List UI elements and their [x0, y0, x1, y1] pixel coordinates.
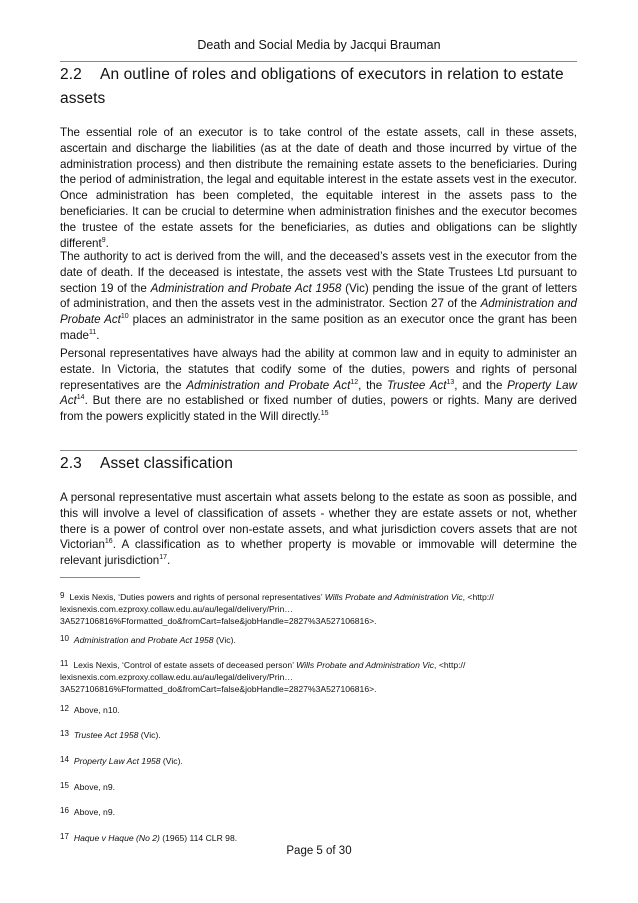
footnote-15 — [60, 780, 580, 793]
footnote-title: Property Law Act 1958 — [73, 756, 161, 766]
footnote-ref[interactable]: 17 — [159, 554, 168, 562]
footnote-separator — [60, 577, 140, 578]
paragraph-personal-representatives — [60, 346, 577, 425]
paragraph-text: The essential role of an executor is to take control of the estate assets, call in these assets, ascertain and discharge the liabilities (as at the date of death and those incurred by virtue of the administration process) and then distribute the remaining estate assets to the beneficiaries. During the period of administration, the legal and equitable interest in the estate assets vest in the executor. Once administration has been completed, the equitable interest in the assets pass to the beneficiaries. It can be crucial to determine when administration finishes and the executor becomes the trustee of the estate assets for the beneficiaries, as duties and obligations can be slightly different — [60, 126, 577, 250]
footnote-11 — [60, 658, 580, 695]
footnote-ref[interactable]: 12 — [350, 378, 359, 386]
footnote-13 — [60, 728, 580, 741]
footnote-number: 14 — [60, 755, 69, 764]
footnote-12 — [60, 703, 580, 716]
running-header: Death and Social Media by Jacqui Brauman — [197, 38, 441, 52]
footnote-number: 15 — [60, 781, 69, 790]
section-rule — [60, 450, 577, 451]
page-number: Page 5 of 30 — [286, 845, 352, 857]
footnote-16 — [60, 805, 580, 818]
paragraph-executor-role — [60, 125, 577, 251]
footnote-link[interactable]: 3A527106816%Fformatted_do&fromCart=false&jobHandle=2827%3A527106816>. — [60, 684, 377, 694]
footnote-ref[interactable]: 13 — [446, 378, 455, 386]
act-title: Administration and Probate Act 1958 — [150, 281, 342, 295]
footnote-text: , <http:// — [462, 592, 494, 602]
footnote-ref[interactable]: 14 — [76, 394, 85, 402]
footnote-text: (1965) 114 CLR 98. — [159, 833, 238, 843]
footnote-number: 12 — [60, 704, 69, 713]
paragraph-text: . But there are no established or fixed number of duties, powers or rights. Many are derived from the powers explicitly stated in the Will directly. — [60, 394, 577, 424]
paragraph-text: . A classification as to whether property is movable or immovable will determine the relevant jurisdiction — [60, 538, 577, 568]
paragraph-text: . — [96, 328, 100, 342]
footnote-text: (Vic). — [160, 756, 183, 766]
act-title: Property Law Act — [60, 378, 577, 408]
footnote-link[interactable]: lexisnexis.com.ezproxy.collaw.edu.au/au/legal/delivery/Prin… — [60, 672, 293, 682]
section-heading-2-2 — [60, 63, 577, 111]
footnote-number: 10 — [60, 634, 69, 643]
header-rule — [60, 61, 577, 62]
footnote-title: Trustee Act 1958 — [73, 730, 139, 740]
paragraph-text: Personal representatives have always had the ability at common law and in equity to administer an estate. In Victoria, the statutes that codify some of the duties, powers and rights of personal representatives are the — [60, 347, 577, 392]
footnote-number: 17 — [60, 832, 69, 841]
footnote-title: Wills Probate and Administration Vic — [324, 592, 463, 602]
section-title-text: An outline of roles and obligations of executors in relation to estate assets — [60, 66, 564, 107]
footnote-text: (Vic). — [213, 635, 236, 645]
footnote-ref[interactable]: 15 — [320, 410, 329, 418]
footnote-17 — [60, 831, 580, 844]
footnote-text: Above, n9. — [73, 782, 115, 792]
footnote-text: Lexis Nexis, ‘Control of estate assets of deceased person’ — [73, 660, 297, 670]
footnote-ref[interactable]: 11 — [89, 329, 97, 337]
footnote-text: Above, n9. — [73, 807, 115, 817]
paragraph-authority — [60, 249, 577, 344]
footnote-title: Haque v Haque (No 2) — [73, 833, 160, 843]
act-title: Administration and Probate Act — [186, 378, 351, 392]
footnote-text: , <http:// — [434, 660, 466, 670]
footnote-number: 13 — [60, 729, 69, 738]
footnote-title: Administration and Probate Act 1958 — [73, 635, 214, 645]
paragraph-text: places an administrator in the same position as an executor once the grant has been made — [60, 313, 577, 342]
footnote-text: Lexis Nexis, ‘Duties powers and rights of personal representatives’ — [69, 592, 325, 602]
paragraph-text: , and the — [454, 378, 508, 392]
footnote-9 — [60, 590, 580, 627]
act-title: Administration and Probate Act — [60, 297, 577, 327]
paragraph-text: A personal representative must ascertain what assets belong to the estate as soon as possible, and this will involve a level of classification of assets - whether they are estate assets or not, whether there is a power of control over non-estate assets, and what jurisdiction covers assets that are not Victorian — [60, 491, 577, 552]
footnote-ref[interactable]: 16 — [104, 538, 113, 546]
section-heading-2-3 — [60, 452, 577, 476]
paragraph-text: , the — [358, 378, 387, 392]
footnote-10 — [60, 633, 580, 646]
footnote-title: Wills Probate and Administration Vic — [296, 660, 435, 670]
footnote-14 — [60, 754, 580, 767]
paragraph-text: The authority to act is derived from the will, and the deceased’s assets vest in the executor from the date of death. If the deceased is intestate, the assets vest with the State Trustees Ltd pursuant to section 19 of the — [60, 250, 577, 295]
act-title: Trustee Act — [386, 378, 447, 392]
paragraph-asset-classification — [60, 490, 577, 569]
footnote-ref[interactable]: 9 — [101, 236, 106, 244]
footnote-number: 9 — [60, 591, 65, 600]
footnote-text: (Vic). — [138, 730, 161, 740]
section-title-text: Asset classification — [100, 455, 233, 472]
section-number: 2.3 — [60, 455, 82, 472]
footnote-ref[interactable]: 10 — [120, 313, 129, 321]
footnote-number: 16 — [60, 806, 69, 815]
footnote-number: 11 — [60, 659, 69, 668]
paragraph-text: (Vic) pending the issue of the grant of letters of administration, and then the assets vest in the administrator. Section 27 of the — [60, 281, 577, 311]
paragraph-text: . — [167, 554, 171, 568]
footnote-link[interactable]: lexisnexis.com.ezproxy.collaw.edu.au/au/legal/delivery/Prin… — [60, 604, 293, 614]
section-number: 2.2 — [60, 66, 82, 83]
footnote-text: Above, n10. — [73, 705, 120, 715]
paragraph-text: . — [105, 236, 109, 250]
footnote-link[interactable]: 3A527106816%Fformatted_do&fromCart=false&jobHandle=2827%3A527106816>. — [60, 616, 377, 626]
